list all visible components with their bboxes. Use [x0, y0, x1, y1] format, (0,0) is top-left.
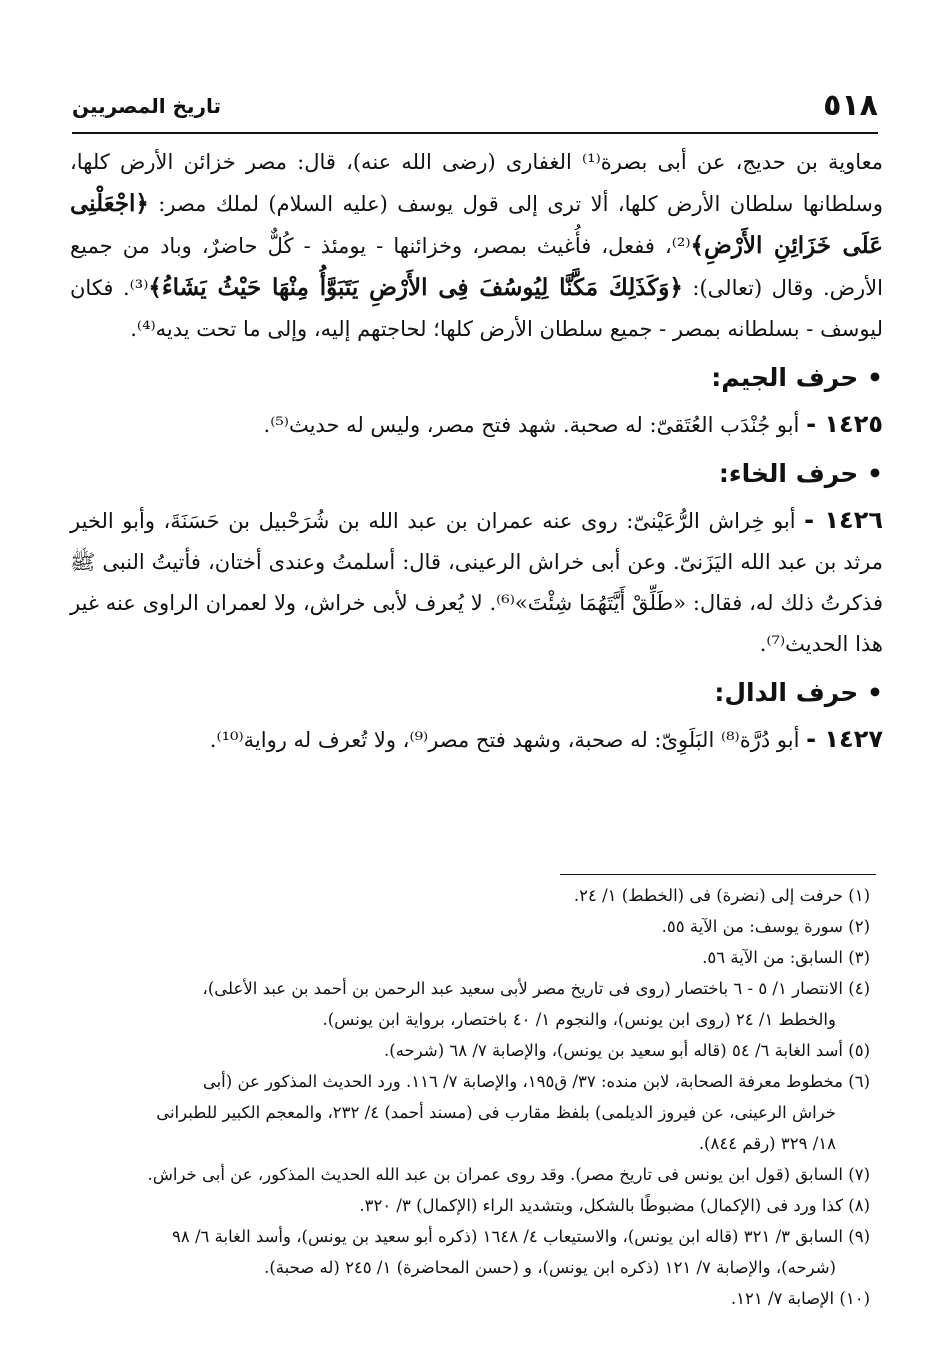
footnote-label: (٦)	[848, 1072, 870, 1091]
footnote-label: (٤)	[848, 979, 870, 998]
footnote-4	[68, 973, 870, 1035]
footnote-text: مخطوط معرفة الصحابة، لابن منده: ٣٧/ ق١٩٥، والإصابة ٧/ ١١٦. ورد الحديث المذكور عن (أبى	[202, 1072, 843, 1091]
section-jim	[70, 356, 883, 446]
entry-text: أبو خِراش الرُّعَيْنىّ: روى عنه عمران بن عبد الله بن شُرَحْبيل بن حَسَنَةَ، وأبو الخير مرثد بن عبد الله اليَزَنىّ. وعن أبى خراش الرعينى، قال: أسلمتُ وعندى أختان، فأتيتُ النبى ﷺ فذكرتُ ذلك له، فقال: «طَلِّقْ أَيَّتَهُمَا شِئْتَ»⁽⁶⁾. لا يُعرف لأبى خراش، ولا لعمران الراوى عنه غير هذا الحديث⁽⁷⁾.	[70, 509, 883, 656]
entry-1425	[70, 404, 883, 446]
entry-number: ١٤٢٦ -	[804, 506, 883, 534]
footnote-3	[68, 942, 870, 973]
footnote-continuation: (شرحه)، والإصابة ٧/ ١٢١ (ذكره ابن يونس)، و (حسن المحاضرة) ١/ ٢٤٥ (له صحبة).	[264, 1258, 836, 1277]
footnote-label: (٥)	[848, 1041, 870, 1060]
footnote-continuation: والخطط ١/ ٢٤ (روى ابن يونس)، والنجوم ١/ ٤٠ باختصار، برواية ابن يونس).	[322, 1010, 836, 1029]
footnote-9	[68, 1221, 870, 1283]
footnote-5	[68, 1035, 870, 1066]
footnote-label: (٢)	[848, 917, 870, 936]
section-heading: • حرف الدال:	[714, 678, 883, 707]
page-header	[72, 88, 878, 134]
footnote-text: السابق: من الآية ٥٦.	[702, 948, 843, 967]
footnote-text: الانتصار ١/ ٥ - ٦ باختصار (روى فى تاريخ مصر لأبى سعيد عبد الرحمن بن أحمد بن عبد الأعلى)،	[202, 979, 843, 998]
footnote-text: حرفت إلى (نضرة) فى (الخطط) ١/ ٢٤.	[573, 886, 843, 905]
footnotes	[68, 880, 870, 1314]
page-number: ٥١٨	[823, 88, 878, 123]
footnote-continuation: خراش الرعينى، عن فيروز الديلمى) بلفظ مقارب فى (مسند أحمد) ٤/ ٢٣٢، والمعجم الكبير للطبرانى	[156, 1103, 836, 1122]
intro-text-3: ⁽³⁾. فكان ليوسف - بسلطانه بمصر - جميع سلطان الأرض كلها؛ لحاجتهم إليه، وإلى ما تحت يديه⁽⁴⁾.	[70, 276, 883, 341]
footnote-text: أسد الغابة ٦/ ٥٤ (قاله أبو سعيد بن يونس)، والإصابة ٧/ ٦٨ (شرحه).	[384, 1041, 843, 1060]
footnote-text: كذا ورد فى (الإكمال) مضبوطًا بالشكل، وبتشديد الراء (الإكمال) ٣/ ٣٢٠.	[359, 1196, 843, 1215]
footnote-continuation: ١٨/ ٣٢٩ (رقم ٨٤٤).	[698, 1134, 836, 1153]
footnote-label: (١)	[848, 886, 870, 905]
footnote-label: (٣)	[848, 948, 870, 967]
entry-number: ١٤٢٧ -	[806, 725, 883, 753]
footnote-label: (١٠)	[839, 1289, 870, 1308]
footnote-separator	[560, 874, 876, 875]
section-heading: • حرف الجيم:	[711, 363, 883, 392]
entry-text: أبو دُرَّة⁽⁸⁾ البَلَوِىّ: له صحبة، وشهد فتح مصر⁽⁹⁾، ولا تُعرف له رواية⁽¹⁰⁾.	[209, 728, 807, 752]
footnote-10	[68, 1283, 870, 1314]
main-text	[70, 142, 883, 765]
quran-verse-2: ﴿وَكَذَلِكَ مَكَّنَّا لِيُوسُفَ فِى الأَرْضِ يَتَبَوَّأُ مِنْهَا حَيْثُ يَشَاءُ﴾	[148, 274, 683, 301]
section-kha	[70, 452, 883, 665]
intro-text-2: ⁽²⁾، ففعل، فأُغيث بمصر، وخزائنها - يومئذ - كُلٌّ حاضرٌ، وباد من جميع الأرض. وقال (تعالى):	[70, 234, 883, 300]
footnote-1	[68, 880, 870, 911]
footnote-7	[68, 1159, 870, 1190]
entry-text: أبو جُنْدَب العُتَقىّ: له صحبة. شهد فتح مصر، وليس له حديث⁽⁵⁾.	[263, 413, 807, 437]
entry-number: ١٤٢٥ -	[806, 410, 883, 438]
footnote-label: (٧)	[848, 1165, 870, 1184]
footnote-label: (٨)	[848, 1196, 870, 1215]
footnote-text: سورة يوسف: من الآية ٥٥.	[661, 917, 843, 936]
section-dal	[70, 671, 883, 761]
section-heading: • حرف الخاء:	[718, 459, 883, 488]
quran-verse-1: ﴿اجْعَلْنِى عَلَى خَزَائِنِ الأَرْضِ﴾	[70, 190, 883, 259]
footnote-text: السابق (قول ابن يونس فى تاريخ مصر). وقد روى عمران بن عبد الله الحديث المذكور، عن أبى خراش.	[147, 1165, 843, 1184]
footnote-label: (٩)	[848, 1227, 870, 1246]
footnote-8	[68, 1190, 870, 1221]
footnote-6	[68, 1066, 870, 1159]
intro-text-1: معاوية بن حديج، عن أبى بصرة⁽¹⁾ الغفارى (رضى الله عنه)، قال: مصر خزائن الأرض كلها، وسلطانها سلطان الأرض كلها، ألا ترى إلى قول يوسف (عليه السلام) لملك مصر:	[70, 150, 883, 216]
entry-1427	[70, 719, 883, 761]
intro-paragraph	[70, 142, 883, 350]
entry-1426	[70, 500, 883, 665]
footnote-2	[68, 911, 870, 942]
footnote-text: السابق ٣/ ٣٢١ (قاله ابن يونس)، والاستيعاب ٤/ ١٦٤٨ (ذكره أبو سعيد بن يونس)، وأسد الغابة ٦/ ٩٨	[172, 1227, 843, 1246]
running-title: تاريخ المصريين	[72, 94, 222, 118]
footnote-text: الإصابة ٧/ ١٢١.	[730, 1289, 835, 1308]
